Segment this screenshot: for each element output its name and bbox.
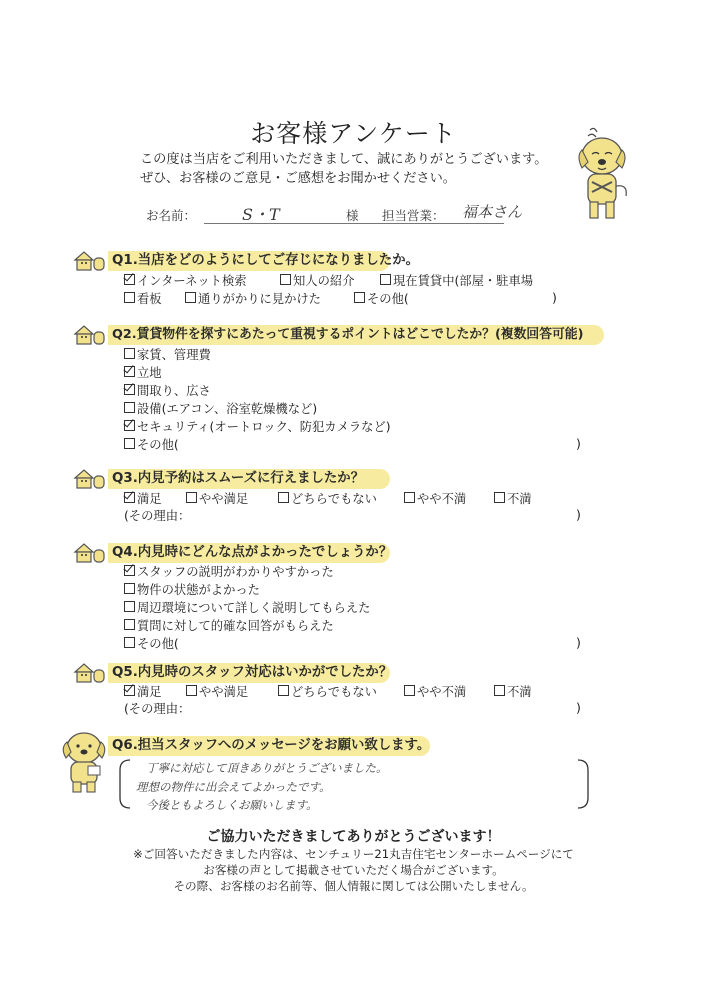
thanks-message: ご協力いただきましてありがとうございます！ bbox=[206, 829, 501, 845]
q4-option-neighborhood[interactable]: 周辺環境について詳しく説明してもらえた bbox=[124, 600, 370, 616]
q2-option-location[interactable]: 立地 bbox=[124, 365, 162, 381]
footnote-line-1: ※ご回答いただきました内容は、センチュリー21丸吉住宅センターホームページにて bbox=[133, 847, 574, 861]
q2-option-other[interactable]: その他( bbox=[124, 437, 179, 453]
checkbox[interactable] bbox=[124, 348, 135, 359]
question-4-label: Q4.内見時にどんな点がよかったでしょうか？ bbox=[112, 545, 393, 560]
q5-close-paren: ) bbox=[576, 700, 581, 715]
dog-mascot-icon bbox=[572, 126, 632, 222]
q1-option-internet[interactable]: インターネット検索 bbox=[124, 273, 247, 289]
house-icon bbox=[72, 660, 106, 684]
question-6-label: Q6.担当スタッフへのメッセージをお願い致します。 bbox=[112, 738, 431, 753]
checkbox[interactable] bbox=[185, 292, 196, 303]
checkbox-checked[interactable] bbox=[124, 565, 135, 576]
checkbox[interactable] bbox=[404, 685, 415, 696]
q4-option-accurate-answers[interactable]: 質問に対して的確な回答がもらえた bbox=[124, 618, 334, 634]
intro-line-2: ぜひ、お客様のご意見・ご感想をお聞かせください。 bbox=[140, 171, 456, 186]
checkbox[interactable] bbox=[124, 619, 135, 630]
house-icon bbox=[72, 322, 106, 346]
q2-option-equipment[interactable]: 設備(エアコン、浴室乾燥機など) bbox=[124, 401, 317, 417]
checkbox[interactable] bbox=[124, 583, 135, 594]
q5-option-satisfied[interactable]: 満足 bbox=[124, 684, 162, 700]
question-6 bbox=[72, 733, 452, 759]
checkbox[interactable] bbox=[380, 274, 391, 285]
checkbox[interactable] bbox=[124, 438, 135, 449]
name-underline bbox=[204, 223, 504, 224]
checkbox[interactable] bbox=[278, 492, 289, 503]
question-2-label: Q2.賃貸物件を探すにあたって重視するポイントはどこでしたか？(複数回答可能) bbox=[112, 327, 584, 342]
q2-option-layout[interactable]: 間取り、広さ bbox=[124, 383, 211, 399]
house-icon bbox=[72, 540, 106, 564]
survey-title: お客様アンケート bbox=[250, 119, 457, 148]
staff-value[interactable]: 福本さん bbox=[462, 203, 523, 221]
q5-option-somewhat-dissatisfied[interactable]: やや不満 bbox=[404, 684, 466, 700]
q3-close-paren: ) bbox=[576, 507, 581, 522]
q1-option-passing-by[interactable]: 通りがかりに見かけた bbox=[185, 291, 321, 307]
intro-line-1: この度は当店をご利用いただきまして、誠にありがとうございます。 bbox=[140, 152, 548, 167]
checkbox-checked[interactable] bbox=[124, 492, 135, 503]
message-line-1: 丁寧に対応して頂きありがとうございました。 bbox=[146, 761, 388, 775]
name-row bbox=[146, 204, 526, 226]
footnote-line-3: その際、お客様のお名前等、個人情報に関しては公開いたしません。 bbox=[173, 879, 534, 893]
house-icon bbox=[72, 248, 106, 272]
checkbox[interactable] bbox=[124, 292, 135, 303]
question-4 bbox=[72, 540, 432, 566]
q3-option-dissatisfied[interactable]: 不満 bbox=[494, 491, 532, 507]
q3-option-somewhat-dissatisfied[interactable]: やや不満 bbox=[404, 491, 466, 507]
q1-option-current-tenant[interactable]: 現在賃貸中(部屋・駐車場 bbox=[380, 273, 533, 289]
q5-option-dissatisfied[interactable]: 不満 bbox=[494, 684, 532, 700]
q3-reason-label: (その理由： bbox=[124, 509, 191, 523]
staff-label: 担当営業： bbox=[382, 208, 445, 223]
checkbox[interactable] bbox=[124, 402, 135, 413]
q1-close-paren: ) bbox=[552, 290, 557, 305]
q4-close-paren: ) bbox=[576, 635, 581, 650]
name-label: お名前： bbox=[146, 208, 197, 223]
honorific: 様 bbox=[346, 208, 359, 223]
checkbox-checked[interactable] bbox=[124, 685, 135, 696]
q4-option-staff-explanation[interactable]: スタッフの説明がわかりやすかった bbox=[124, 564, 334, 580]
q1-option-other[interactable]: その他( bbox=[354, 291, 409, 307]
question-5-label: Q5.内見時のスタッフ対応はいかがでしたか？ bbox=[112, 665, 393, 680]
q5-option-somewhat-satisfied[interactable]: やや満足 bbox=[186, 684, 248, 700]
question-1-label: Q1.当店をどのようにしてご存じになりましたか。 bbox=[112, 253, 419, 268]
checkbox-checked[interactable] bbox=[124, 274, 135, 285]
message-line-3: 今後ともよろしくお願いします。 bbox=[146, 798, 318, 812]
checkbox[interactable] bbox=[404, 492, 415, 503]
checkbox[interactable] bbox=[124, 637, 135, 648]
checkbox-checked[interactable] bbox=[124, 384, 135, 395]
q5-option-neutral[interactable]: どちらでもない bbox=[278, 684, 377, 700]
q2-option-rent[interactable]: 家賃、管理費 bbox=[124, 347, 211, 363]
footnote-line-2: お客様の声として掲載させていただく場合がございます。 bbox=[203, 863, 504, 877]
q1-option-signboard[interactable]: 看板 bbox=[124, 291, 162, 307]
message-line-2: 理想の物件に出会えてよかったです。 bbox=[136, 780, 331, 794]
house-icon bbox=[72, 466, 106, 490]
message-box[interactable] bbox=[118, 758, 590, 812]
question-5 bbox=[72, 660, 432, 686]
checkbox[interactable] bbox=[124, 601, 135, 612]
q3-option-satisfied[interactable]: 満足 bbox=[124, 491, 162, 507]
q2-close-paren: ) bbox=[576, 436, 581, 451]
q3-option-somewhat-satisfied[interactable]: やや満足 bbox=[186, 491, 248, 507]
checkbox-checked[interactable] bbox=[124, 420, 135, 431]
checkbox[interactable] bbox=[494, 685, 505, 696]
q5-reason-label: (その理由： bbox=[124, 702, 191, 716]
q1-option-referral[interactable]: 知人の紹介 bbox=[280, 273, 355, 289]
q2-option-security[interactable]: セキュリティ(オートロック、防犯カメラなど) bbox=[124, 419, 391, 435]
checkbox[interactable] bbox=[186, 685, 197, 696]
q4-option-property-condition[interactable]: 物件の状態がよかった bbox=[124, 582, 260, 598]
checkbox-checked[interactable] bbox=[124, 366, 135, 377]
question-2 bbox=[72, 322, 632, 348]
q3-option-neutral[interactable]: どちらでもない bbox=[278, 491, 377, 507]
checkbox[interactable] bbox=[494, 492, 505, 503]
checkbox[interactable] bbox=[280, 274, 291, 285]
name-value[interactable]: S・T bbox=[242, 205, 280, 224]
checkbox[interactable] bbox=[354, 292, 365, 303]
question-3-label: Q3.内見予約はスムーズに行えましたか？ bbox=[112, 471, 365, 486]
checkbox[interactable] bbox=[186, 492, 197, 503]
question-1 bbox=[72, 248, 432, 274]
question-3 bbox=[72, 466, 432, 492]
checkbox[interactable] bbox=[278, 685, 289, 696]
q4-option-other[interactable]: その他( bbox=[124, 636, 179, 652]
